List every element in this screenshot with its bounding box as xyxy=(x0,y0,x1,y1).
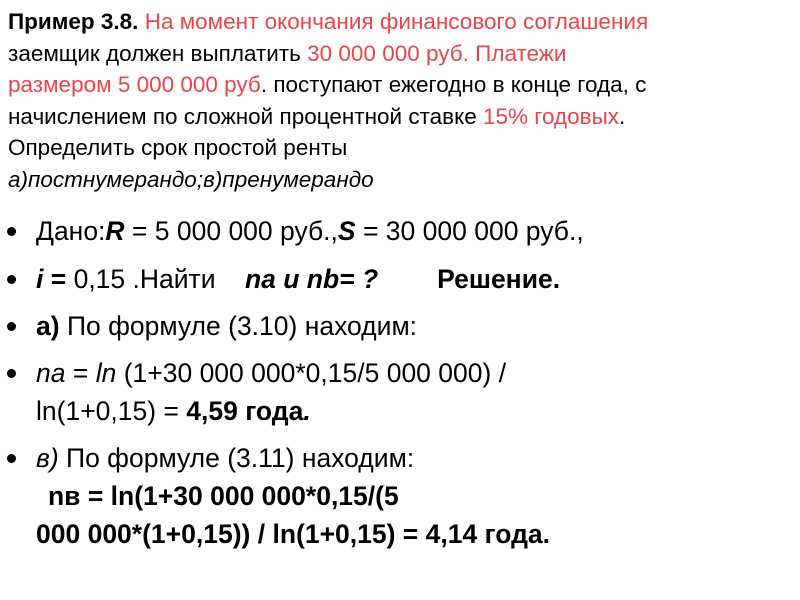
list-item-find xyxy=(0,260,800,298)
example-label: Пример 3.8. xyxy=(8,9,139,34)
result-a-dot: . xyxy=(303,396,311,426)
intro-text-7: . xyxy=(619,103,626,129)
case-a-text: По формуле (3.10) находим: xyxy=(59,311,418,341)
i-value-find: 0,15 .Найти xyxy=(66,264,245,294)
calc-b-line-2: 000 000*(1+0,15)) / ln(1+0,15) = 4,14 года. xyxy=(36,519,551,549)
list-item-calc-b xyxy=(0,439,800,553)
list-item-formula-a xyxy=(0,307,800,345)
result-a: 4,59 года xyxy=(186,396,304,426)
case-b-text: По формуле (3.11) находим: xyxy=(58,443,415,473)
var-r: R xyxy=(105,216,125,246)
problem-statement xyxy=(8,6,788,195)
total-sum: 30 000 000 руб xyxy=(307,40,463,66)
var-na: na xyxy=(36,358,66,388)
bullet-icon xyxy=(7,227,16,236)
intro-text-6: начислением по сложной процентной ставке xyxy=(8,103,483,129)
list-item-given xyxy=(0,212,800,250)
r-value: = 5 000 000 руб., xyxy=(124,216,338,246)
given-label: Дано: xyxy=(36,216,106,246)
s-value: = 30 000 000 руб., xyxy=(355,216,584,246)
case-a-label: а) xyxy=(36,311,60,341)
bullet-icon xyxy=(7,322,16,331)
equals: = xyxy=(43,264,67,294)
unknowns: na и nb= ? xyxy=(244,264,379,294)
equals-a: = xyxy=(65,358,96,388)
var-i: i xyxy=(36,264,44,294)
intro-text-1: На момент окончания финансового соглашения xyxy=(138,9,649,34)
intro-text-5: . поступают ежегодно в конце года, с xyxy=(260,72,647,97)
calc-a-expr-2: ln(1+0,15) = xyxy=(36,396,187,426)
bullet-icon xyxy=(7,275,16,284)
ln-a: ln xyxy=(95,358,117,388)
list-item-calc-a xyxy=(0,354,800,430)
calc-b-line-1: nв = ln(1+30 000 000*0,15/(5 xyxy=(48,481,399,511)
calc-a-expr: (1+30 000 000*0,15/5 000 000) / xyxy=(116,358,507,388)
interest-rate: 15% годовых xyxy=(482,103,620,129)
bullet-icon xyxy=(7,369,16,378)
solution-label: Решение. xyxy=(378,264,561,294)
solution-list xyxy=(0,212,800,553)
task-text: Определить срок простой ренты xyxy=(8,135,348,160)
payment-size: размером 5 000 000 руб xyxy=(8,72,261,97)
intro-text-3: . Платежи xyxy=(462,40,567,66)
intro-text-2: заемщик должен выплатить xyxy=(8,40,308,66)
bullet-icon xyxy=(7,454,16,463)
var-s: S xyxy=(337,216,356,246)
case-b-label: в) xyxy=(36,443,59,473)
task-variants: а)постнумерандо;в)пренумерандо xyxy=(8,166,374,192)
